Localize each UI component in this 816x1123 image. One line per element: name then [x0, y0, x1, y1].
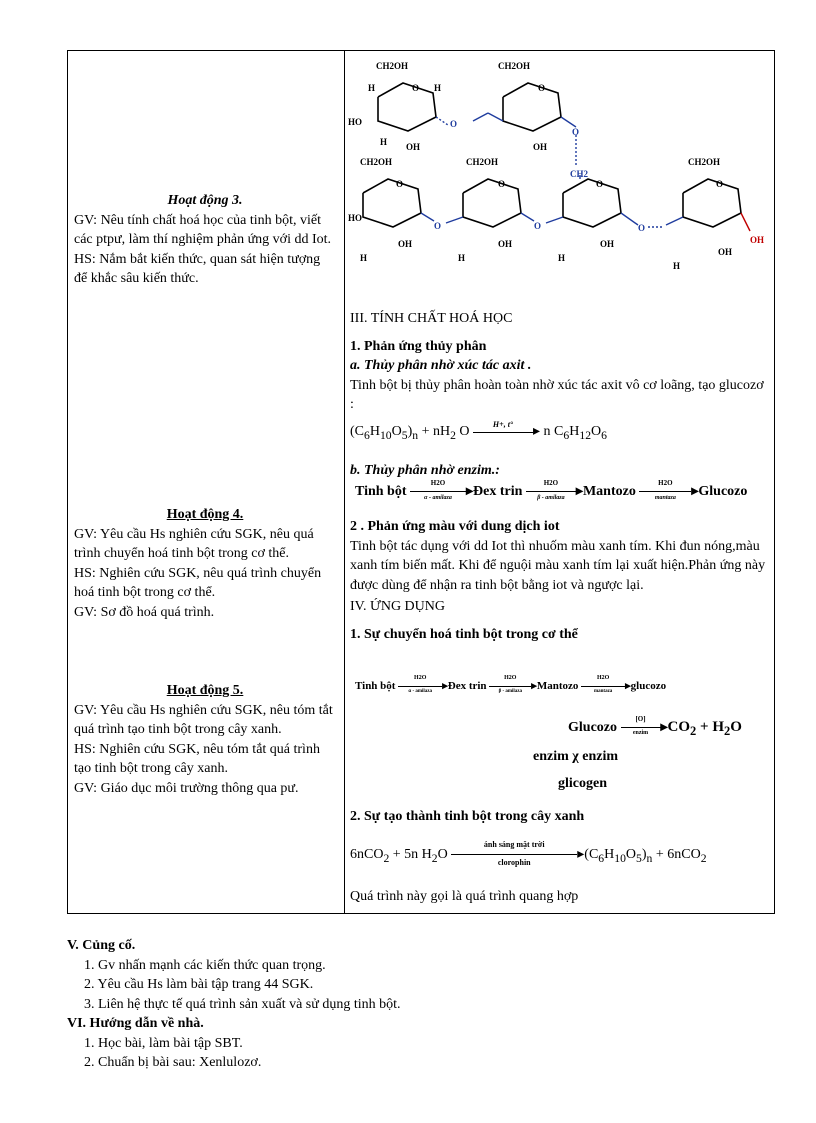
chain1-cond-top: H2O [543, 479, 559, 488]
ch2oh-label: CH2OH [466, 157, 499, 167]
o-label: O [412, 83, 420, 93]
activity-4-hs: HS: Nghiên cứu SGK, nêu quá trình chuyển hoá tinh bột trong cơ thể. [74, 565, 322, 600]
content-table [67, 50, 775, 914]
oh-label: OH [498, 239, 513, 249]
list-item: 2. Yêu cầu Hs làm bài tập trang 44 SGK. [84, 977, 314, 992]
iodine-text: Tinh bột tác dụng với dd Iot thì nhuốm màu xanh tím. Khi đun nóng,màu xanh tím biến mất. Khi để nguội màu xanh tím lại xuất hiện.Phản ứng này được dùng để nhận ra tinh bột bằng iot và ngược lại. [350, 538, 766, 593]
activity-4 [74, 505, 336, 622]
oh-label: OH [398, 239, 413, 249]
ch2-label: CH2 [570, 169, 588, 179]
iodine-section [350, 517, 770, 644]
h-label: H [673, 261, 681, 271]
photosynthesis-cond-bot: clorophin [497, 858, 531, 868]
glucose-label: Glucozo [568, 720, 617, 735]
enzyme-hydrolysis-block [350, 461, 770, 481]
amylopectin-structure-diagram [348, 55, 772, 277]
chain1-cond-bot: β - amilaza [537, 495, 565, 502]
chain1-dextrin: Đex trin [473, 484, 523, 499]
ho-label: HO [348, 117, 363, 127]
chain2-cond-top: H2O [596, 674, 610, 681]
chain2-dextrin: Đex trin [447, 680, 487, 692]
section-3-title: III. TÍNH CHẤT HOÁ HỌC [350, 311, 513, 326]
photosynthesis-section [350, 807, 770, 827]
summary-section [67, 936, 767, 1073]
h-label: H [458, 253, 466, 263]
chain1-cond-bot: mantaza [654, 495, 676, 502]
acid-hydrolysis-heading: a. Thủy phân nhờ xúc tác axit . [350, 358, 532, 373]
activity-5-title: Hoạt động 5. [166, 683, 244, 698]
enzyme-chain-1: Tinh bột H2O α - amilaza ▸Đex trin H2O β - amilaza ▸Mantozo H2O mantaza ▸Glucozo [355, 479, 748, 502]
hydrolysis-heading: 1. Phản ứng thủy phân [350, 338, 487, 354]
chain1-glucose: Glucozo [698, 484, 748, 499]
oxidation-cond-bot: enzim [632, 730, 649, 737]
activity-3-hs: HS: Nắm bắt kiến thức, quan sát hiện tượng để khắc sâu kiến thức. [74, 251, 321, 286]
h-label: H [360, 253, 368, 263]
glycosidic-o-label: O [534, 221, 542, 231]
enzyme-chain-2: Tinh bột H2O α - amilaza ▸Đex trin H2O β - amilaza ▸Mantozo H2O mantaza ▸glucozo [355, 674, 667, 694]
activity-5 [74, 681, 336, 798]
enzyme-line: enzim χ enzim [533, 749, 618, 764]
h-label: H [434, 83, 442, 93]
chain2-maltose: Mantozo [536, 680, 579, 692]
o-label: O [396, 179, 404, 189]
ch2oh-label: CH2OH [498, 61, 531, 71]
enzyme-hydrolysis-heading: b. Thủy phân nhờ enzim.: [350, 463, 500, 478]
oh-label: OH [533, 142, 548, 152]
ch2oh-label: CH2OH [376, 61, 409, 71]
h-label: H [558, 253, 566, 263]
glycogen-label: glicogen [558, 776, 607, 791]
h-label: H [368, 83, 376, 93]
glycosidic-o-label: O [572, 127, 580, 137]
chain2-cond-top: H2O [414, 674, 427, 681]
ch2oh-label: CH2OH [688, 157, 721, 167]
activity-3-gv: GV: Nêu tính chất hoá học của tinh bột, viết các ptpư, làm thí nghiệm phản ứng với dd Iot. [74, 212, 332, 247]
o-label: O [596, 179, 604, 189]
chain2-cond-top: H2O [504, 674, 517, 681]
acid-hydrolysis-equation: $(C_6H_{10}O_5)_n + nH_2$ O H+, t° ▸ n $C_6H_{12}O_6$ [350, 420, 607, 442]
activity-5-gv2: GV: Giáo dục môi trường thông qua pư. [74, 780, 299, 796]
section-4-title: IV. ỨNG DỤNG [350, 599, 445, 614]
glycosidic-o-label: O [638, 223, 646, 233]
chain1-cond-top: H2O [658, 479, 673, 488]
activity-5-gv1: GV: Yêu cầu Hs nghiên cứu SGK, nêu tóm tắt quá trình tạo tinh bột trong cây xanh. [74, 702, 333, 737]
chain1-cond-bot: α - amilaza [424, 495, 452, 502]
column-divider [344, 51, 345, 913]
ch2oh-label: CH2OH [360, 157, 393, 167]
chain2-cond-bot: β - amilaza [498, 688, 523, 694]
glycosidic-o-label: O [450, 119, 458, 129]
activity-3 [74, 191, 336, 289]
photosynthesis-heading: 2. Sự tạo thành tinh bột trong cây xanh [350, 809, 585, 824]
ho-label: HO [348, 213, 363, 223]
chain1-starch: Tinh bột [355, 484, 407, 499]
reducing-end-oh-label: OH [750, 235, 765, 245]
o-label: O [716, 179, 724, 189]
oh-label: OH [406, 142, 421, 152]
chain1-maltose: Mantozo [582, 484, 636, 499]
activity-4-title: Hoạt động 4. [166, 507, 244, 522]
activity-5-hs: HS: Nghiên cứu SGK, nêu tóm tắt quá trình tạo tinh bột trong cây xanh. [74, 741, 320, 776]
activity-3-title: Hoạt động 3. [167, 193, 243, 208]
o-label: O [498, 179, 506, 189]
photosynthesis-cond-top: ánh sáng mặt trời [483, 840, 545, 850]
photosynthesis-note: Quá trình này gọi là quá trình quang hợp [350, 889, 579, 904]
oh-label: OH [718, 247, 733, 257]
oh-label: OH [600, 239, 615, 249]
list-item: 2. Chuẩn bị bài sau: Xenlulozơ. [84, 1055, 262, 1070]
oxidation-cond-top: [O] [635, 715, 646, 724]
chain2-cond-bot: α - amilaza [408, 688, 433, 694]
chain2-glucose: glucozo [630, 680, 667, 692]
eq1-condition: H+, t° [492, 420, 514, 430]
section-v-title: V. Củng cố. [67, 938, 136, 953]
list-item: 1. Gv nhấn mạnh các kiến thức quan trọng. [84, 957, 326, 973]
chain2-cond-bot: mantaza [593, 688, 613, 694]
photosynthesis-equation: 6nCO$_2$ + 5n $H_2O$ ánh sáng mặt trời clorophin $▸(C_6H_{10}O_5)_n + 6nCO_2$ [350, 840, 707, 868]
glucose-oxidation: Glucozo [O] enzim $▸CO_2 + H_2O$ [568, 715, 742, 738]
activity-4-gv2: GV: Sơ đồ hoá quá trình. [74, 604, 215, 620]
section-vi-title: VI. Hướng dẫn về nhà. [67, 1016, 204, 1031]
glycosidic-o-label: O [434, 221, 442, 231]
acid-hydrolysis-text: Tinh bột bị thủy phân hoàn toàn nhờ xúc tác axit vô cơ loãng, tạo glucozơ : [350, 377, 764, 412]
chain2-starch: Tinh bột [355, 680, 396, 692]
list-item: 3. Liên hệ thực tế quá trình sản xuất và sử dụng tinh bột. [84, 996, 401, 1012]
metabolism-heading: 1. Sự chuyển hoá tinh bột trong cơ thể [350, 626, 578, 642]
list-item: 1. Học bài, làm bài tập SBT. [84, 1035, 243, 1051]
h-label: H [380, 137, 388, 147]
iodine-heading: 2 . Phản ứng màu với dung dịch iot [350, 519, 560, 534]
activity-4-gv1: GV: Yêu cầu Hs nghiên cứu SGK, nêu quá trình chuyển hoá tinh bột trong cơ thể. [74, 526, 314, 561]
chemistry-section [350, 309, 770, 415]
o-label: O [538, 83, 546, 93]
chain1-cond-top: H2O [430, 479, 446, 488]
